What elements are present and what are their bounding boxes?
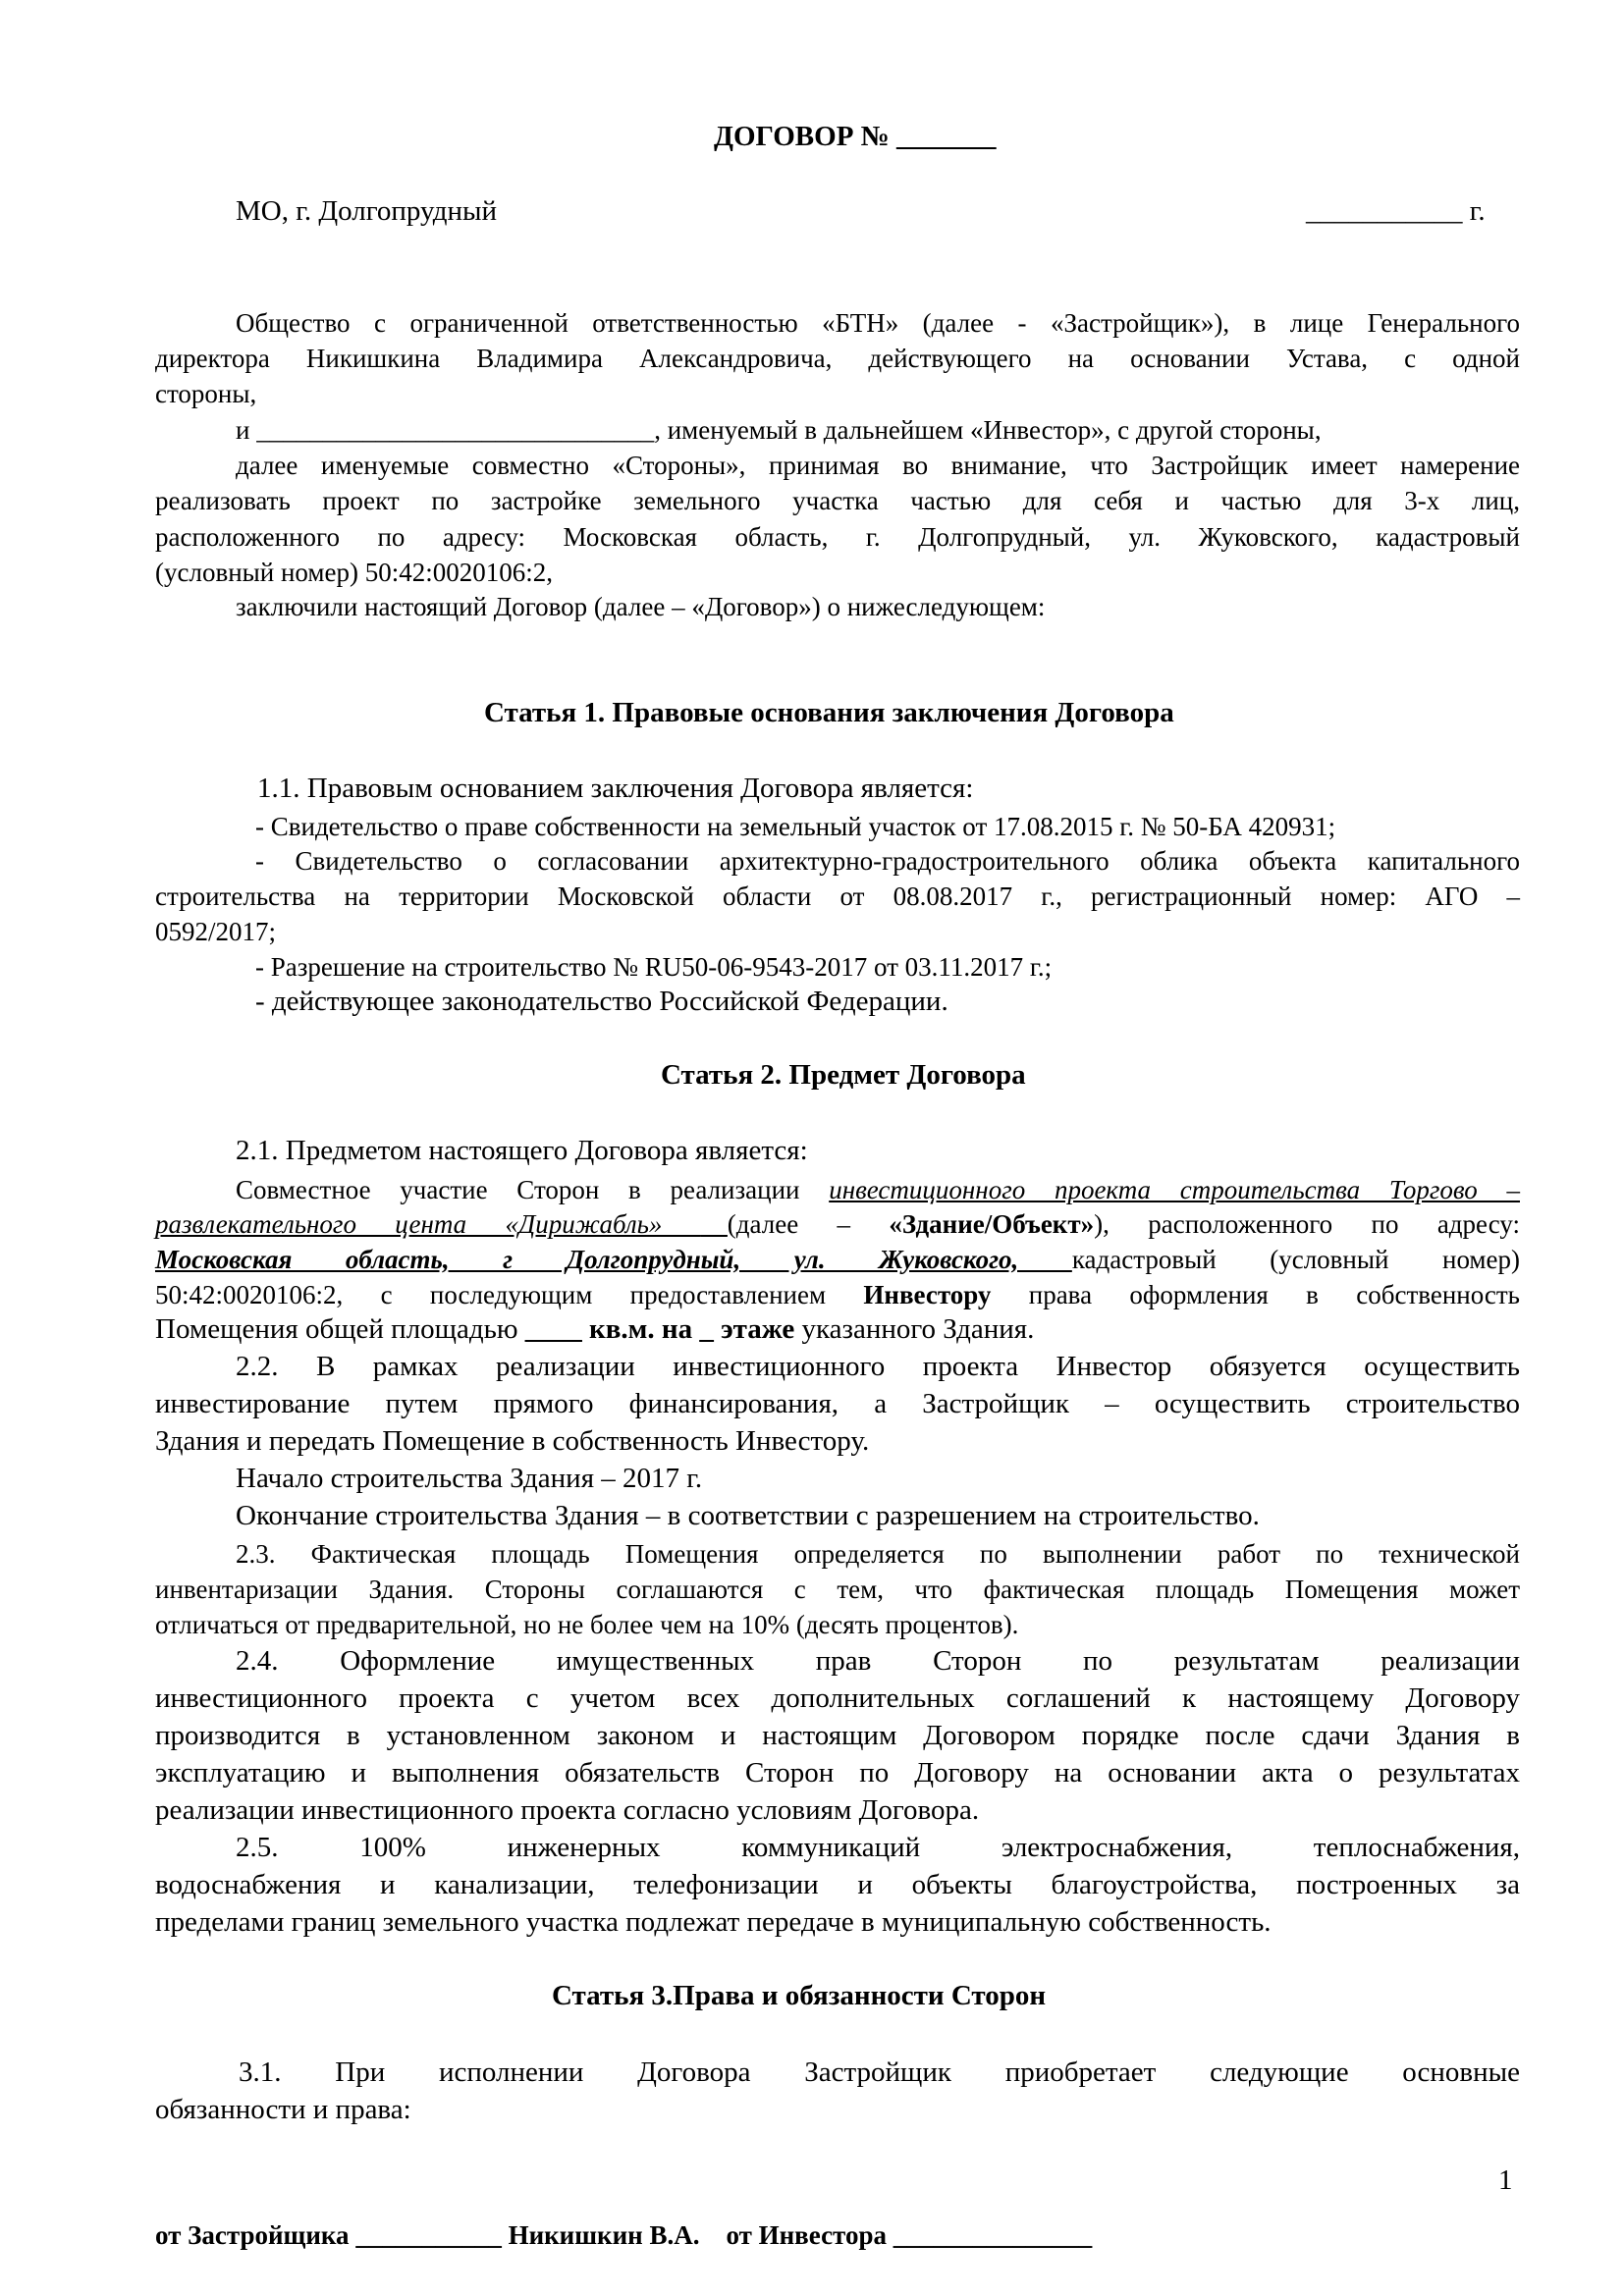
text-run: 50:42:0020106:2, с последующим предоставлением	[155, 1280, 864, 1309]
clause-2-5: пределами границ земельного участка подлежат передаче в муниципальную собственность.	[155, 1906, 1272, 1938]
legal-basis-item: - Разрешение на строительство № RU50-06-9543-2017 от 03.11.2017 г.;	[255, 952, 1053, 982]
preamble-line: Общество с ограниченной ответственностью «БТН» (далее - «Застройщик»), в лице Генерального	[236, 308, 1520, 338]
text-run: указанного Здания.	[794, 1313, 1035, 1345]
project-name: развлекательного цента «Дирижабль»	[155, 1209, 701, 1239]
preamble-line: директора Никишкина Владимира Александровича, действующего на основании Устава, с одной	[155, 344, 1520, 373]
preamble-line: стороны,	[155, 379, 257, 408]
clause-2-2: инвестирование путем прямого финансирования, а Застройщик – осуществить строительство	[155, 1388, 1520, 1419]
signature-line	[155, 2220, 1092, 2251]
clause-2-1-text	[155, 1209, 1520, 1240]
investor-signature-blank: _______________	[893, 2220, 1093, 2250]
legal-basis-item: - Свидетельство о согласовании архитектурно-градостроительного облика объекта капитального	[255, 846, 1520, 876]
legal-basis-item: строительства на территории Московской области от 08.08.2017 г., регистрационный номер: АГО –	[155, 881, 1520, 911]
investor-prefix: и	[236, 415, 257, 445]
investor-line	[236, 415, 1322, 446]
construction-end: Окончание строительства Здания – в соответствии с разрешением на строительство.	[236, 1500, 1260, 1531]
legal-basis-item: 0592/2017;	[155, 917, 277, 946]
clause-2-5: 2.5. 100% инженерных коммуникаций электроснабжения, теплоснабжения,	[236, 1832, 1520, 1863]
preamble-line: заключили настоящий Договор (далее – «Договор») о нижеследующем:	[236, 592, 1046, 621]
clause-2-1-text	[155, 1245, 1520, 1275]
preamble-line: реализовать проект по застройке земельного участка частью для себя и частью для 3-х лиц,	[155, 486, 1520, 515]
preamble-line: (условный номер) 50:42:0020106:2,	[155, 558, 553, 587]
clause-2-3: отличаться от предварительной, но не более чем на 10% (десять процентов).	[155, 1610, 1019, 1639]
developer-signature-blank: ___________	[355, 2220, 502, 2250]
clause-2-4: 2.4. Оформление имущественных прав Сторон по результатам реализации	[236, 1645, 1520, 1677]
clause-3-1: обязанности и права:	[155, 2094, 411, 2125]
article-3-heading: Статья 3.Права и обязанности Сторон	[552, 1980, 1047, 2011]
preamble-line: далее именуемые совместно «Стороны», принимая во внимание, что Застройщик имеет намерение	[236, 451, 1520, 480]
developer-label: от Застройщика	[155, 2220, 356, 2250]
article-2-heading: Статья 2. Предмет Договора	[661, 1059, 1026, 1091]
legal-basis-item: - Свидетельство о праве собственности на земельный участок от 17.08.2015 г. № 50-БА 420931;	[255, 812, 1336, 841]
clause-2-3: 2.3. Фактическая площадь Помещения определяется по выполнении работ по технической	[236, 1539, 1520, 1569]
date-field	[1306, 195, 1486, 228]
clause-3-1: 3.1. При исполнении Договора Застройщик приобретает следующие основные	[239, 2056, 1520, 2088]
area-blank: ____ кв.м. на _ этаже	[524, 1313, 795, 1345]
date-suffix: г.	[1462, 195, 1486, 227]
clause-2-1-text	[155, 1313, 1034, 1346]
city-label: МО, г. Долгопрудный	[236, 195, 497, 227]
clause-2-4: инвестиционного проекта с учетом всех дополнительных соглашений к настоящему Договору	[155, 1682, 1520, 1714]
text-run: кадастровый (условный номер)	[1071, 1245, 1520, 1274]
article-1-heading: Статья 1. Правовые основания заключения Договора	[484, 697, 1174, 728]
investor-label: от Инвестора	[699, 2220, 893, 2250]
page-number: 1	[1498, 2164, 1513, 2196]
clause-2-4: эксплуатацию и выполнения обязательств Сторон по Договору на основании акта о результатах	[155, 1757, 1520, 1789]
object-address: Московская область, г Долгопрудный, ул. Жуковского,	[155, 1245, 1072, 1274]
text-run: Помещения общей площадью	[155, 1313, 525, 1345]
clause-1-1: 1.1. Правовым основанием заключения Договора является:	[257, 773, 974, 804]
investor-suffix: , именуемый в дальнейшем «Инвестор», с другой стороны,	[654, 415, 1322, 445]
clause-2-2: Здания и передать Помещение в собственность Инвестору.	[155, 1425, 870, 1457]
underline-blank: __	[700, 1209, 728, 1239]
text-run: (далее –	[727, 1209, 890, 1239]
preamble-line: расположенного по адресу: Московская область, г. Долгопрудный, ул. Жуковского, кадастровый	[155, 522, 1520, 552]
investor-term: Инвестору	[863, 1280, 992, 1309]
object-term: «Здание/Объект»	[889, 1209, 1095, 1239]
clause-2-4: реализации инвестиционного проекта согласно условиям Договора.	[155, 1794, 980, 1826]
clause-2-2: 2.2. В рамках реализации инвестиционного проекта Инвестор обязуется осуществить	[236, 1351, 1520, 1382]
date-blank: ___________	[1306, 195, 1463, 227]
clause-2-1-text	[155, 1280, 1520, 1310]
project-name: инвестиционного проекта строительства Торгово –	[829, 1175, 1520, 1204]
clause-2-1: 2.1. Предметом настоящего Договора является:	[236, 1135, 808, 1166]
legal-basis-item: - действующее законодательство Российской Федерации.	[255, 986, 948, 1017]
clause-2-5: водоснабжения и канализации, телефонизации и объекты благоустройства, построенных за	[155, 1869, 1520, 1900]
investor-name-blank: ______________________________	[256, 415, 655, 445]
text-run: права оформления в собственность	[991, 1280, 1520, 1309]
construction-start: Начало строительства Здания – 2017 г.	[236, 1463, 703, 1494]
text-run: ), расположенного по адресу:	[1094, 1209, 1520, 1239]
document-title: ДОГОВОР № _______	[714, 121, 997, 152]
text-run: Совместное участие Сторон в реализации	[236, 1175, 830, 1204]
developer-name: Никишкин В.А.	[501, 2220, 700, 2250]
clause-2-1-text	[236, 1175, 1520, 1205]
clause-2-3: инвентаризации Здания. Стороны соглашаются с тем, что фактическая площадь Помещения может	[155, 1575, 1520, 1604]
clause-2-4: производится в установленном законом и настоящим Договором порядке после сдачи Здания в	[155, 1720, 1520, 1751]
